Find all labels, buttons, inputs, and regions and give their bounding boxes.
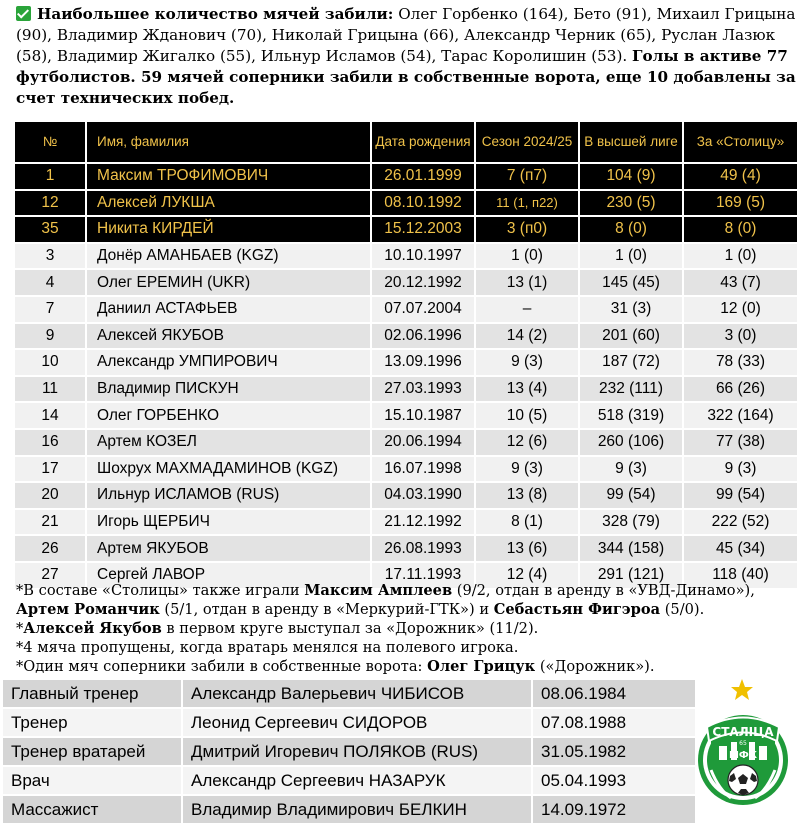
top-league-stats: 291 (121): [580, 563, 684, 590]
staff-role: Тренер вратарей: [3, 738, 183, 767]
player-name: Сергей ЛАВОР: [87, 563, 372, 590]
player-number: 26: [15, 536, 87, 563]
table-row: [15, 270, 799, 297]
table-row: [15, 536, 799, 563]
birth-date: 13.09.1996: [372, 350, 476, 377]
top-league-stats: 344 (158): [580, 536, 684, 563]
birth-date: 17.11.1993: [372, 563, 476, 590]
season-stats: 13 (4): [476, 377, 580, 404]
player-number: 35: [15, 217, 87, 244]
table-row: [15, 164, 799, 191]
club-stats: 169 (5): [684, 191, 799, 218]
club-logo: [697, 678, 793, 828]
table-row: [15, 403, 799, 430]
birth-date: 04.03.1990: [372, 483, 476, 510]
top-league-stats: 9 (3): [580, 457, 684, 484]
player-name: Александр УМПИРОВИЧ: [87, 350, 372, 377]
club-stats: 322 (164): [684, 403, 799, 430]
staff-row: [3, 709, 697, 738]
birth-date: 27.03.1993: [372, 377, 476, 404]
star-icon: [731, 679, 753, 700]
table-row: [15, 191, 799, 218]
player-name: Шохрух МАХМАДАМИНОВ (KGZ): [87, 457, 372, 484]
season-stats: 12 (4): [476, 563, 580, 590]
staff-name: Владимир Владимирович БЕЛКИН: [183, 796, 533, 825]
table-row: [15, 377, 799, 404]
football-icon: [728, 765, 758, 795]
player-name: Ильнур ИСЛАМОВ (RUS): [87, 483, 372, 510]
top-league-stats: 230 (5): [580, 191, 684, 218]
birth-date: 08.10.1992: [372, 191, 476, 218]
table-row: [15, 350, 799, 377]
checkmark-icon: [16, 6, 31, 21]
table-row: [15, 510, 799, 537]
club-stats: 43 (7): [684, 270, 799, 297]
player-name: Алексей ЯКУБОВ: [87, 324, 372, 351]
top-league-stats: 1 (0): [580, 244, 684, 271]
birth-date: 15.12.2003: [372, 217, 476, 244]
staff-role: Тренер: [3, 709, 183, 738]
table-row: [15, 297, 799, 324]
staff-row: [3, 796, 697, 825]
season-stats: 10 (5): [476, 403, 580, 430]
staff-birth-date: 14.09.1972: [533, 796, 697, 825]
club-stats: 118 (40): [684, 563, 799, 590]
club-stats: 78 (33): [684, 350, 799, 377]
player-number: 20: [15, 483, 87, 510]
birth-date: 20.12.1992: [372, 270, 476, 297]
season-stats: 13 (8): [476, 483, 580, 510]
player-number: 11: [15, 377, 87, 404]
staff-birth-date: 31.05.1982: [533, 738, 697, 767]
season-stats: 1 (0): [476, 244, 580, 271]
staff-row: [3, 738, 697, 767]
logo-text: СТАЛІЦА: [712, 725, 774, 739]
player-name: Артем ЯКУБОВ: [87, 536, 372, 563]
player-name: Олег ЕРЕМИН (UKR): [87, 270, 372, 297]
player-name: Донёр АМАНБАЕВ (KGZ): [87, 244, 372, 271]
player-number: 1: [15, 164, 87, 191]
header-for-club: За «Столицу»: [684, 122, 799, 164]
player-name: Владимир ПИСКУН: [87, 377, 372, 404]
table-row: [15, 324, 799, 351]
top-league-stats: 187 (72): [580, 350, 684, 377]
footnotes: [16, 581, 802, 676]
birth-date: 20.06.1994: [372, 430, 476, 457]
club-stats: 45 (34): [684, 536, 799, 563]
player-name: Артем КОЗЕЛ: [87, 430, 372, 457]
player-number: 17: [15, 457, 87, 484]
footnote-other-players: *В составе «Столицы» также играли Максим Амплеев (9/2, отдан в аренду в «УВД-Динамо»), Артем Романчик (5/1, отдан в аренду в «Меркурий-ГТК») и Себастьян Фигэроа (5/0).: [16, 582, 755, 618]
table-row: [15, 457, 799, 484]
player-number: 3: [15, 244, 87, 271]
birth-date: 21.12.1992: [372, 510, 476, 537]
header-birth-date: Дата рождения: [372, 122, 476, 164]
top-league-stats: 145 (45): [580, 270, 684, 297]
player-number: 7: [15, 297, 87, 324]
header-season: Сезон 2024/25: [476, 122, 580, 164]
table-row: [15, 217, 799, 244]
season-stats: 12 (6): [476, 430, 580, 457]
header-number: №: [15, 122, 87, 164]
table-row: [15, 483, 799, 510]
footnote-own-goal: *Один мяч соперники забили в собственные ворота: Олег Грицук («Дорожник»).: [16, 658, 655, 675]
top-league-stats: 260 (106): [580, 430, 684, 457]
staff-role: Главный тренер: [3, 680, 183, 709]
birth-date: 02.06.1996: [372, 324, 476, 351]
top-league-stats: 31 (3): [580, 297, 684, 324]
top-league-stats: 104 (9): [580, 164, 684, 191]
staff-row: [3, 767, 697, 796]
player-name: Даниил АСТАФЬЕВ: [87, 297, 372, 324]
staff-row: [3, 680, 697, 709]
top-league-stats: 201 (60): [580, 324, 684, 351]
player-number: 14: [15, 403, 87, 430]
top-league-stats: 232 (111): [580, 377, 684, 404]
footnote-yakubov: *Алексей Якубов в первом круге выступал за «Дорожник» (11/2).: [16, 620, 539, 637]
staff-role: Массажист: [3, 796, 183, 825]
header-top-league: В высшей лиге: [580, 122, 684, 164]
staff-name: Леонид Сергеевич СИДОРОВ: [183, 709, 533, 738]
player-name: Никита КИРДЕЙ: [87, 217, 372, 244]
season-stats: 11 (1, п22): [476, 191, 580, 218]
club-stats: 99 (54): [684, 483, 799, 510]
club-stats: 12 (0): [684, 297, 799, 324]
table-row: [15, 244, 799, 271]
season-stats: 3 (п0): [476, 217, 580, 244]
birth-date: 07.07.2004: [372, 297, 476, 324]
player-name: Олег ГОРБЕНКО: [87, 403, 372, 430]
player-number: 21: [15, 510, 87, 537]
player-number: 9: [15, 324, 87, 351]
club-stats: 8 (0): [684, 217, 799, 244]
staff-name: Александр Валерьевич ЧИБИСОВ: [183, 680, 533, 709]
top-league-stats: 99 (54): [580, 483, 684, 510]
birth-date: 26.01.1999: [372, 164, 476, 191]
logo-year: 65: [739, 740, 747, 747]
season-stats: 13 (1): [476, 270, 580, 297]
top-league-stats: 8 (0): [580, 217, 684, 244]
table-row: [15, 430, 799, 457]
season-stats: 13 (6): [476, 536, 580, 563]
club-stats: 66 (26): [684, 377, 799, 404]
season-stats: 8 (1): [476, 510, 580, 537]
club-stats: 9 (3): [684, 457, 799, 484]
staff-birth-date: 05.04.1993: [533, 767, 697, 796]
season-stats: 14 (2): [476, 324, 580, 351]
logo-initials: МФК: [728, 750, 758, 761]
club-stats: 49 (4): [684, 164, 799, 191]
birth-date: 10.10.1997: [372, 244, 476, 271]
club-stats: 3 (0): [684, 324, 799, 351]
birth-date: 26.08.1993: [372, 536, 476, 563]
player-number: 10: [15, 350, 87, 377]
intro-text: [16, 4, 798, 109]
season-stats: 9 (3): [476, 350, 580, 377]
table-header-row: [15, 122, 799, 164]
footnote-goalkeeper: *4 мяча пропущены, когда вратарь менялся на полевого игрока.: [16, 639, 519, 656]
player-number: 16: [15, 430, 87, 457]
top-scorers-list: Олег Горбенко (164), Бето (91), Михаил Грицына (90), Владимир Жданович (70), Николай Грицына (66), Александр Черник (65), Руслан Лазюк (58), Владимир Жигалко (55), Ильнур Исламов (54), Тарас Королишин (53).: [16, 5, 796, 65]
top-scorers-label: Наибольшее количество мячей забили:: [37, 5, 394, 23]
player-name: Игорь ЩЕРБИЧ: [87, 510, 372, 537]
top-league-stats: 328 (79): [580, 510, 684, 537]
season-stats: –: [476, 297, 580, 324]
staff-role: Врач: [3, 767, 183, 796]
top-league-stats: 518 (319): [580, 403, 684, 430]
club-stats: 222 (52): [684, 510, 799, 537]
player-name: Алексей ЛУКША: [87, 191, 372, 218]
season-stats: 9 (3): [476, 457, 580, 484]
birth-date: 16.07.1998: [372, 457, 476, 484]
staff-birth-date: 08.06.1984: [533, 680, 697, 709]
player-number: 12: [15, 191, 87, 218]
header-name: Имя, фамилия: [87, 122, 372, 164]
staff-birth-date: 07.08.1988: [533, 709, 697, 738]
staff-table: [3, 680, 697, 825]
player-number: 4: [15, 270, 87, 297]
goals-summary: Голы в активе 77 футболистов. 59 мячей соперники забили в собственные ворота, еще 10 добавлены за счет технических побед.: [16, 47, 796, 107]
birth-date: 15.10.1987: [372, 403, 476, 430]
staff-name: Дмитрий Игоревич ПОЛЯКОВ (RUS): [183, 738, 533, 767]
staff-name: Александр Сергеевич НАЗАРУК: [183, 767, 533, 796]
club-stats: 1 (0): [684, 244, 799, 271]
season-stats: 7 (п7): [476, 164, 580, 191]
player-name: Максим ТРОФИМОВИЧ: [87, 164, 372, 191]
player-table: [15, 122, 799, 590]
player-number: 27: [15, 563, 87, 590]
club-stats: 77 (38): [684, 430, 799, 457]
